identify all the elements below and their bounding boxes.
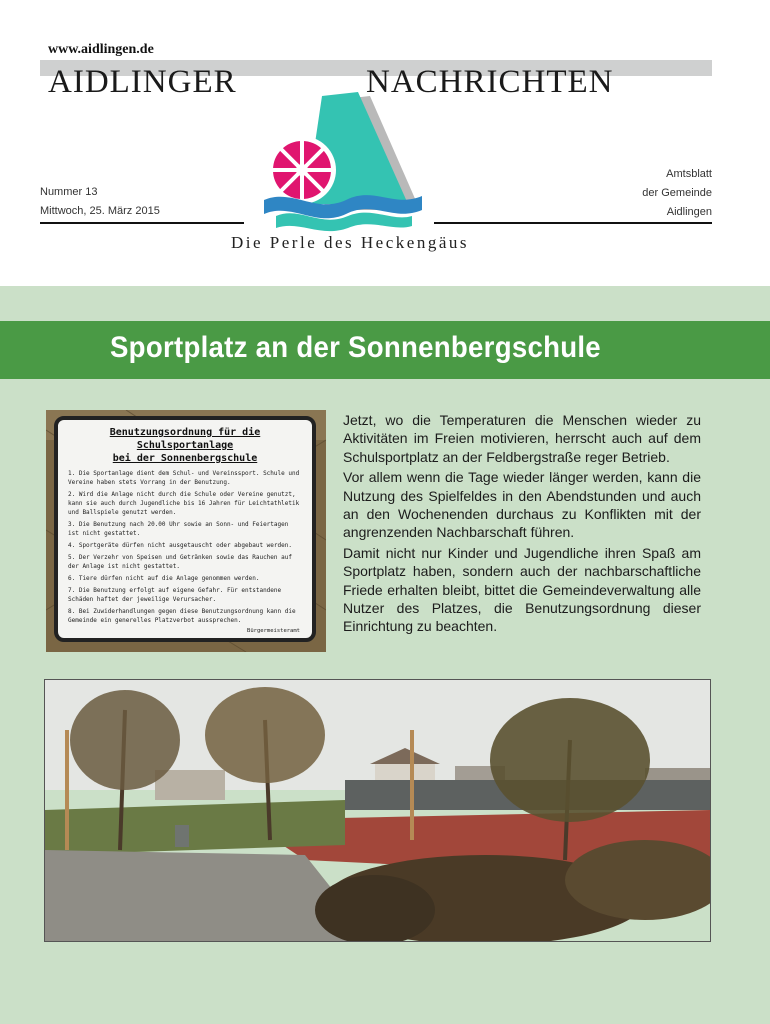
- article-body: [343, 411, 701, 638]
- website-url: www.aidlingen.de: [48, 42, 154, 57]
- sign-rule: 7. Die Benutzung erfolgt auf eigene Gefahr. Für entstandene Schäden haftet der jeweilige Verursacher.: [68, 587, 282, 603]
- usage-rules-sign: [54, 416, 316, 642]
- sports-field-scene: [45, 680, 711, 942]
- article-headline: Sportplatz an der Sonnenbergschule: [110, 331, 601, 364]
- tagline: Die Perle des Heckengäus: [231, 233, 469, 252]
- gazette-line: der Gemeinde: [642, 187, 712, 199]
- headline-banner: [0, 321, 770, 379]
- gazette-line: Amtsblatt: [666, 168, 712, 180]
- article-paragraph: Jetzt, wo die Temperaturen die Menschen wieder zu Aktivitäten im Freien motivieren, herrscht auch auf dem Schulsportplatz an der Feldbergstraße reger Betrieb.: [343, 412, 701, 465]
- sign-rule: 4. Sportgeräte dürfen nicht ausgetauscht oder abgebaut werden.: [68, 542, 292, 549]
- gazette-info: [642, 165, 712, 222]
- issue-number: Nummer 13: [40, 186, 98, 198]
- sign-rules: [68, 469, 302, 625]
- sign-signature: Bürgermeisteramt: [247, 628, 300, 634]
- sign-photo: [46, 410, 326, 652]
- header-rule: [434, 222, 712, 224]
- sports-field-photo: [44, 679, 711, 942]
- sign-rule: 6. Tiere dürfen nicht auf die Anlage genommen werden.: [68, 575, 260, 582]
- sign-rule: 1. Die Sportanlage dient dem Schul- und Vereinssport. Schule und Vereine haben stets Vorrang in der Benutzung.: [68, 470, 300, 486]
- sign-rule: 5. Der Verzehr von Speisen und Getränken sowie das Rauchen auf der Anlage ist nicht gestattet.: [68, 554, 292, 570]
- issue-date: Mittwoch, 25. März 2015: [40, 205, 160, 217]
- sign-rule: 2. Wird die Anlage nicht durch die Schule oder Vereine genutzt, kann sie auch durch Jugendliche bis 16 Jahren für Leichtathletik und Ballspiele genutzt werden.: [68, 491, 300, 516]
- issue-info: [40, 183, 160, 221]
- aidlingen-logo: [262, 92, 432, 232]
- header-rule: [40, 222, 244, 224]
- article-paragraph: Damit nicht nur Kinder und Jugendliche ihren Spaß am Sportplatz haben, sondern auch der nachbarschaftliche Friede erhalten bleibt, bittet die Gemeindeverwaltung alle Nutzer des Platzes, die Benutzungsordnung dieser Einrichtung zu beachten.: [343, 544, 701, 635]
- sign-heading: bei der Sonnenbergschule: [112, 453, 258, 464]
- sign-rule: 8. Bei Zuwiderhandlungen gegen diese Benutzungsordnung kann die Gemeinde ein generelles Platzverbot aussprechen.: [68, 608, 296, 624]
- masthead-title-left: AIDLINGER: [48, 64, 237, 100]
- gazette-line: Aidlingen: [666, 206, 712, 218]
- sign-heading: Benutzungsordnung für die Schulsportanlage: [109, 427, 261, 451]
- masthead-title-right: NACHRICHTEN: [366, 64, 614, 100]
- sign-rule: 3. Die Benutzung nach 20.00 Uhr sowie an Sonn- und Feiertagen ist nicht gestattet.: [68, 521, 289, 537]
- article-paragraph: Vor allem wenn die Tage wieder länger werden, kann die Nutzung des Spielfeldes in den Abendstunden und auch an den Wochenenden durchaus zu Konflikten mit der angrenzenden Nachbarschaft führen.: [343, 469, 701, 541]
